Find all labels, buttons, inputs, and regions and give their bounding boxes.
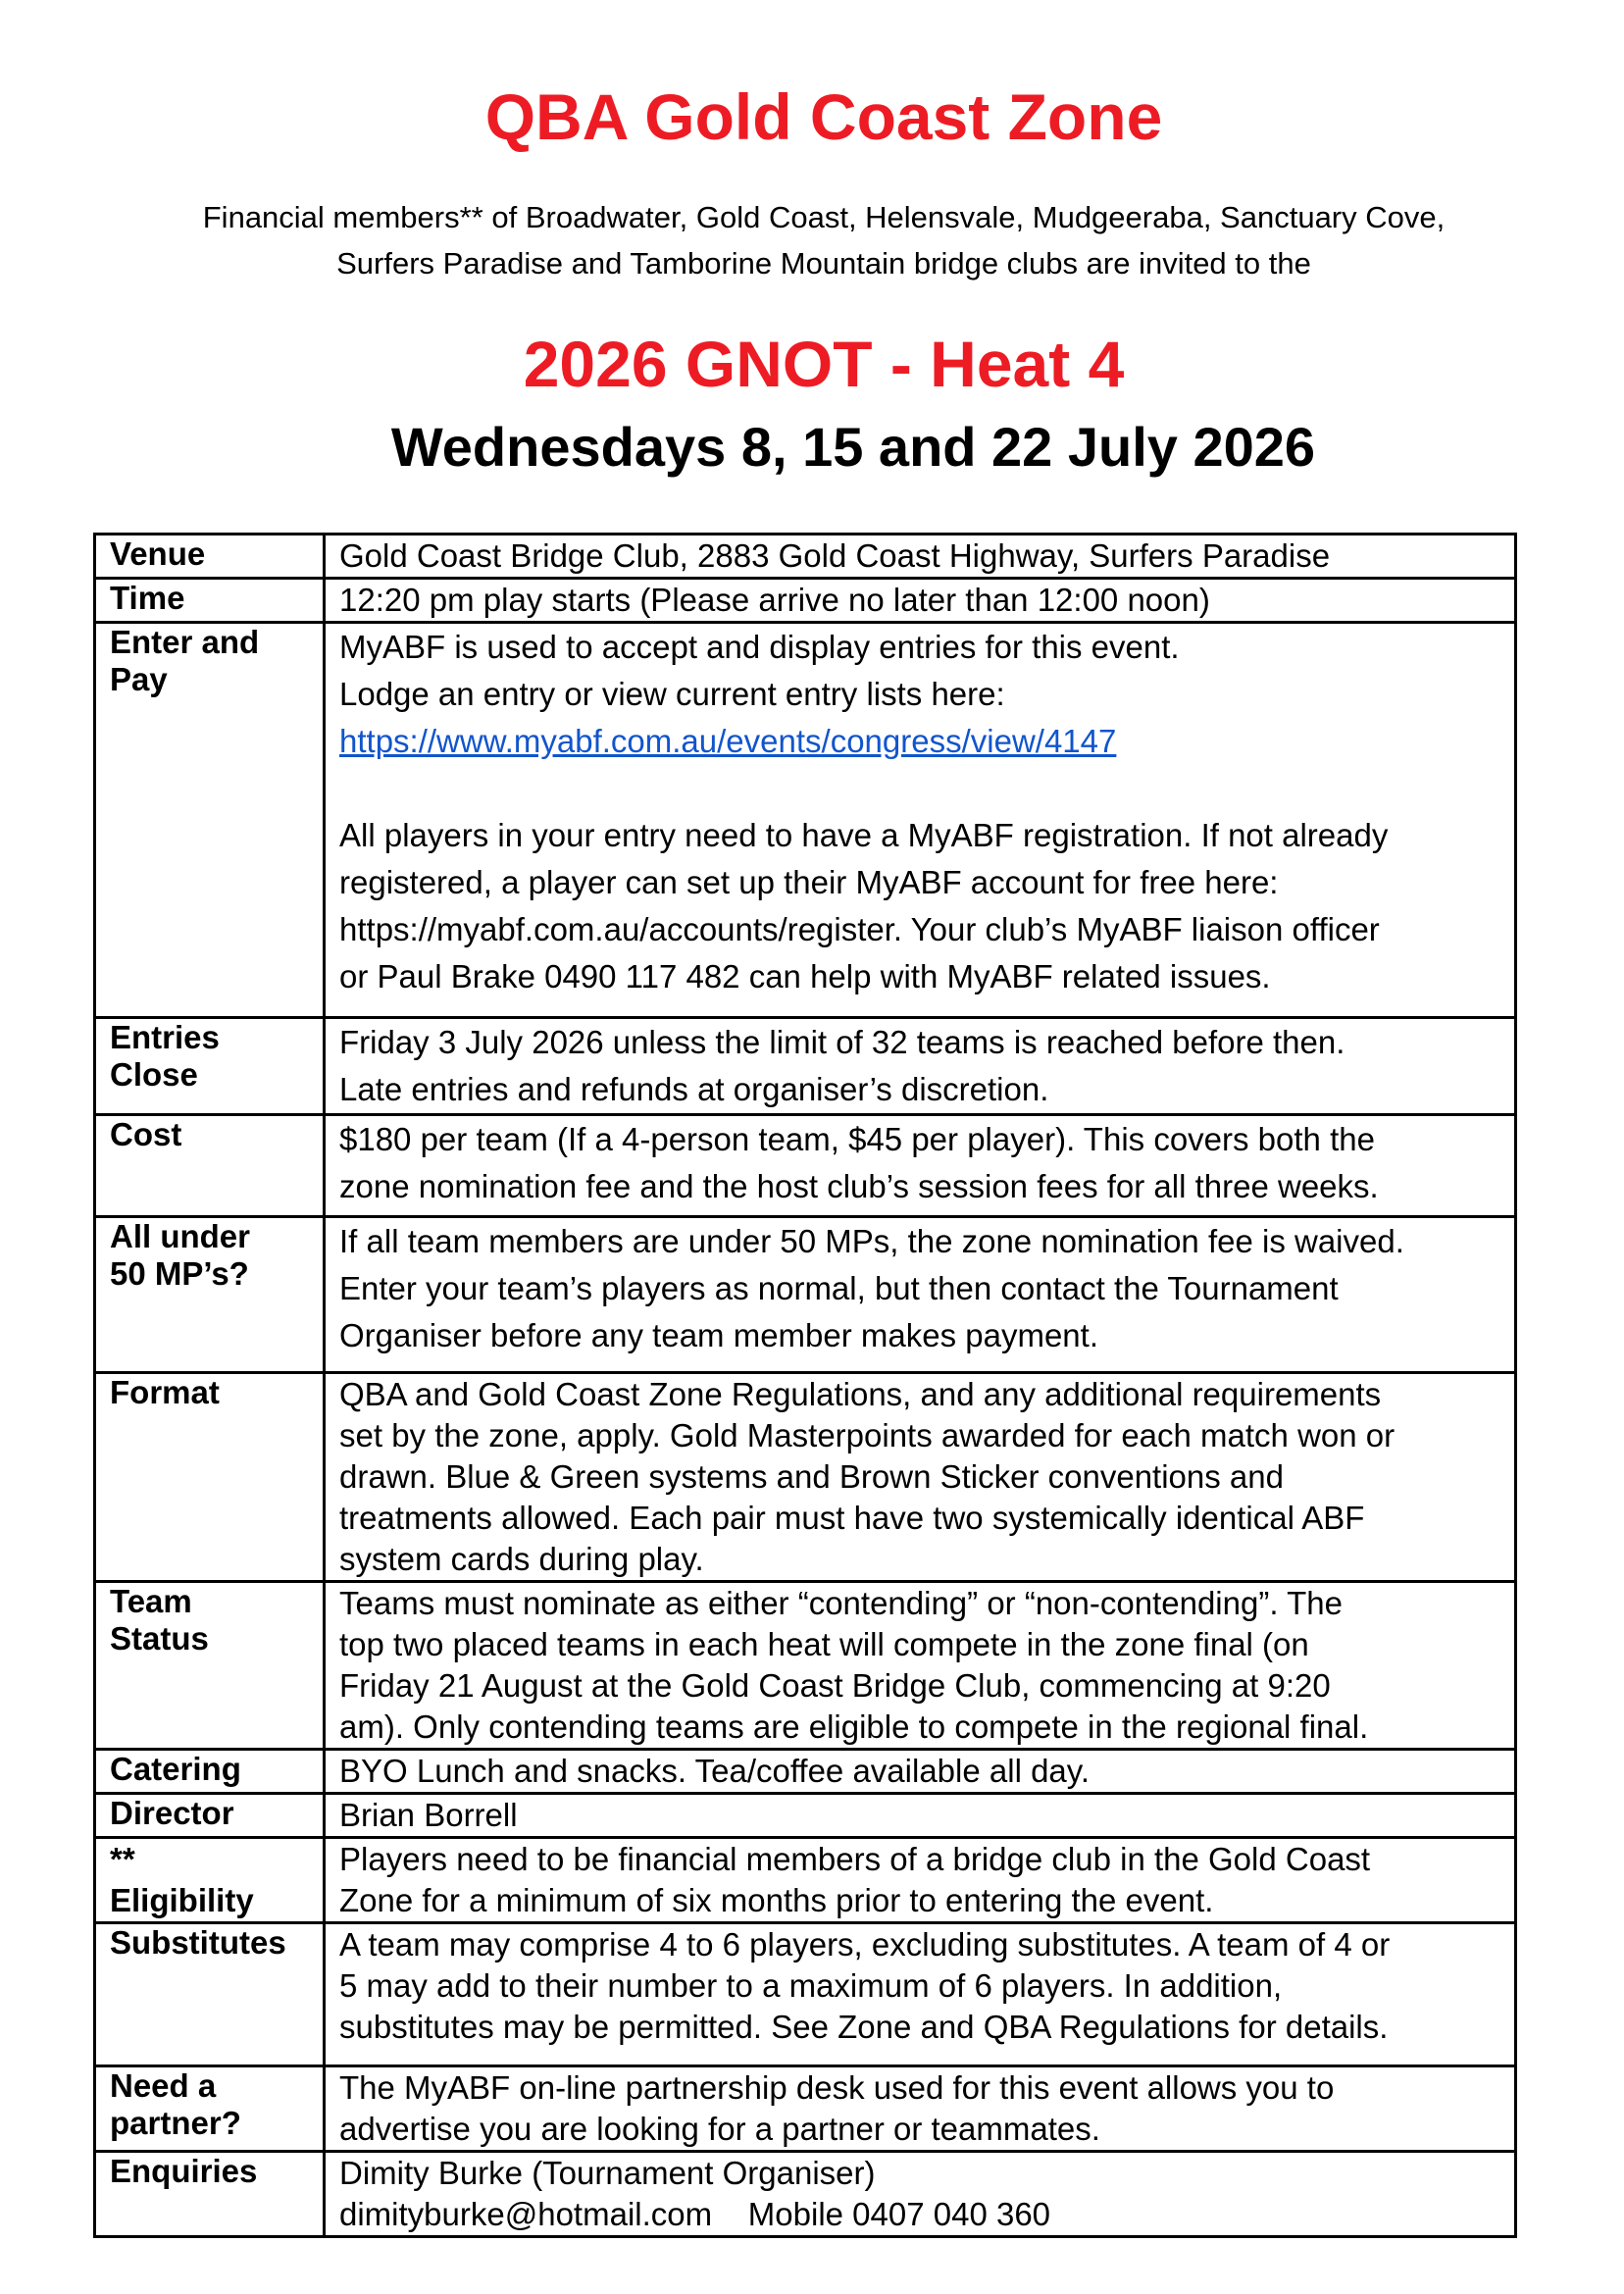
value-line: zone nomination fee and the host club’s session fees for all three weeks. — [339, 1168, 1379, 1204]
table-row-enquiries — [95, 2152, 1516, 2237]
contact-line: dimityburke@hotmail.com Mobile 0407 040 360 — [339, 2196, 1051, 2232]
row-value — [325, 1750, 1516, 1794]
value-line: Friday 3 July 2026 unless the limit of 32 teams is reached before then. — [339, 1024, 1345, 1060]
value-line: system cards during play. — [339, 1541, 704, 1577]
table-row-team-status — [95, 1582, 1516, 1750]
row-value — [325, 579, 1516, 623]
spacer — [339, 765, 1506, 812]
intro-line: Surfers Paradise and Tamborine Mountain bridge clubs are invited to the — [336, 246, 1311, 280]
value-line: substitutes may be permitted. See Zone and QBA Regulations for details. — [339, 2009, 1389, 2045]
row-label — [95, 623, 325, 1018]
row-label — [95, 535, 325, 579]
row-label — [95, 1750, 325, 1794]
row-label — [95, 1582, 325, 1750]
label-line: Eligibility — [110, 1882, 254, 1918]
value-line: Late entries and refunds at organiser’s discretion. — [339, 1071, 1049, 1107]
row-value — [325, 623, 1516, 1018]
row-label — [95, 1794, 325, 1838]
label-line: 50 MP’s? — [110, 1255, 249, 1292]
event-info-table — [93, 533, 1517, 2238]
row-value — [325, 1018, 1516, 1115]
label-line: Status — [110, 1620, 209, 1657]
label-line: Team — [110, 1583, 192, 1619]
value-line: or Paul Brake 0490 117 482 can help with MyABF related issues. — [339, 958, 1271, 994]
value-line: A team may comprise 4 to 6 players, excluding substitutes. A team of 4 or — [339, 1926, 1391, 1963]
table-row-all-under-50 — [95, 1217, 1516, 1373]
row-value — [325, 2066, 1516, 2152]
label-line: Time — [110, 580, 185, 616]
row-label — [95, 1115, 325, 1217]
label-line: Substitutes — [110, 1924, 286, 1961]
row-value — [325, 1923, 1516, 2066]
event-dates: Wednesdays 8, 15 and 22 July 2026 — [390, 416, 1316, 478]
label-line: Enter and — [110, 624, 260, 660]
table-row-time — [95, 579, 1516, 623]
value-line: 12:20 pm play starts (Please arrive no later than 12:00 noon) — [339, 582, 1210, 618]
value-line: Dimity Burke (Tournament Organiser) — [339, 2155, 876, 2191]
table-row-catering — [95, 1750, 1516, 1794]
label-line: Close — [110, 1056, 198, 1093]
label-line: Pay — [110, 661, 168, 697]
row-value — [325, 1115, 1516, 1217]
label-line: Need a — [110, 2067, 217, 2104]
table-row-entries-close — [95, 1018, 1516, 1115]
value-line: 5 may add to their number to a maximum of 6 players. In addition, — [339, 1967, 1283, 2004]
intro-line: Financial members** of Broadwater, Gold Coast, Helensvale, Mudgeeraba, Sanctuary Cove, — [202, 200, 1446, 234]
table-row-eligibility — [95, 1838, 1516, 1923]
value-line: BYO Lunch and snacks. Tea/coffee available all day. — [339, 1753, 1090, 1789]
value-line: registered, a player can set up their MyABF account for free here: — [339, 864, 1279, 900]
row-value — [325, 2152, 1516, 2237]
row-label — [95, 1923, 325, 2066]
table-row-format — [95, 1373, 1516, 1582]
value-line: All players in your entry need to have a MyABF registration. If not already — [339, 817, 1389, 853]
row-label — [95, 2152, 325, 2237]
value-line: Gold Coast Bridge Club, 2883 Gold Coast Highway, Surfers Paradise — [339, 537, 1331, 574]
value-line: Friday 21 August at the Gold Coast Bridge Club, commencing at 9:20 — [339, 1667, 1331, 1704]
entry-link[interactable]: https://www.myabf.com.au/events/congress/view/4147 — [339, 723, 1117, 759]
value-line: set by the zone, apply. Gold Masterpoints awarded for each match won or — [339, 1417, 1396, 1453]
label-line: All under — [110, 1218, 251, 1254]
label-line: ** — [110, 1841, 135, 1877]
value-line: am). Only contending teams are eligible to compete in the regional final. — [339, 1708, 1369, 1745]
value-line: top two placed teams in each heat will compete in the zone final (on — [339, 1626, 1309, 1662]
value-line: Organiser before any team member makes payment. — [339, 1317, 1099, 1353]
intro-text — [0, 194, 1624, 286]
table-row-substitutes — [95, 1923, 1516, 2066]
label-line: partner? — [110, 2105, 241, 2141]
row-label — [95, 1018, 325, 1115]
value-line: Zone for a minimum of six months prior to entering the event. — [339, 1882, 1214, 1918]
value-line: advertise you are looking for a partner or teammates. — [339, 2111, 1100, 2147]
event-title: 2026 GNOT - Heat 4 — [523, 328, 1125, 400]
row-label — [95, 1217, 325, 1373]
row-value — [325, 1794, 1516, 1838]
label-line: Enquiries — [110, 2153, 258, 2189]
value-line: treatments allowed. Each pair must have two systemically identical ABF — [339, 1500, 1365, 1536]
value-line: QBA and Gold Coast Zone Regulations, and any additional requirements — [339, 1376, 1382, 1412]
row-label — [95, 1838, 325, 1923]
table-row-enter-and-pay — [95, 623, 1516, 1018]
label-line: Venue — [110, 535, 206, 572]
row-label — [95, 2066, 325, 2152]
row-value — [325, 1838, 1516, 1923]
row-label — [95, 1373, 325, 1582]
value-line: Enter your team’s players as normal, but then contact the Tournament — [339, 1270, 1339, 1306]
value-line: Lodge an entry or view current entry lists here: — [339, 676, 1005, 712]
label-line: Catering — [110, 1751, 241, 1787]
value-line: Teams must nominate as either “contending” or “non-contending”. The — [339, 1585, 1343, 1621]
zone-title: QBA Gold Coast Zone — [484, 80, 1163, 153]
row-label — [95, 579, 325, 623]
value-line: Players need to be financial members of a bridge club in the Gold Coast — [339, 1841, 1371, 1877]
row-value — [325, 1373, 1516, 1582]
row-value — [325, 1217, 1516, 1373]
value-line: MyABF is used to accept and display entries for this event. — [339, 629, 1180, 665]
value-line: $180 per team (If a 4-person team, $45 per player). This covers both the — [339, 1121, 1375, 1157]
value-line: Brian Borrell — [339, 1797, 518, 1833]
table-row-director — [95, 1794, 1516, 1838]
value-line: https://myabf.com.au/accounts/register. Your club’s MyABF liaison officer — [339, 911, 1380, 947]
row-value — [325, 535, 1516, 579]
label-line: Format — [110, 1374, 220, 1410]
label-line: Cost — [110, 1116, 182, 1152]
table-row-venue — [95, 535, 1516, 579]
row-value — [325, 1582, 1516, 1750]
value-line: drawn. Blue & Green systems and Brown Sticker conventions and — [339, 1458, 1284, 1495]
label-line: Entries — [110, 1019, 220, 1055]
label-line: Director — [110, 1795, 234, 1831]
table-row-need-a-partner — [95, 2066, 1516, 2152]
value-line: The MyABF on-line partnership desk used for this event allows you to — [339, 2069, 1335, 2106]
table-row-cost — [95, 1115, 1516, 1217]
value-line: If all team members are under 50 MPs, the zone nomination fee is waived. — [339, 1223, 1404, 1259]
